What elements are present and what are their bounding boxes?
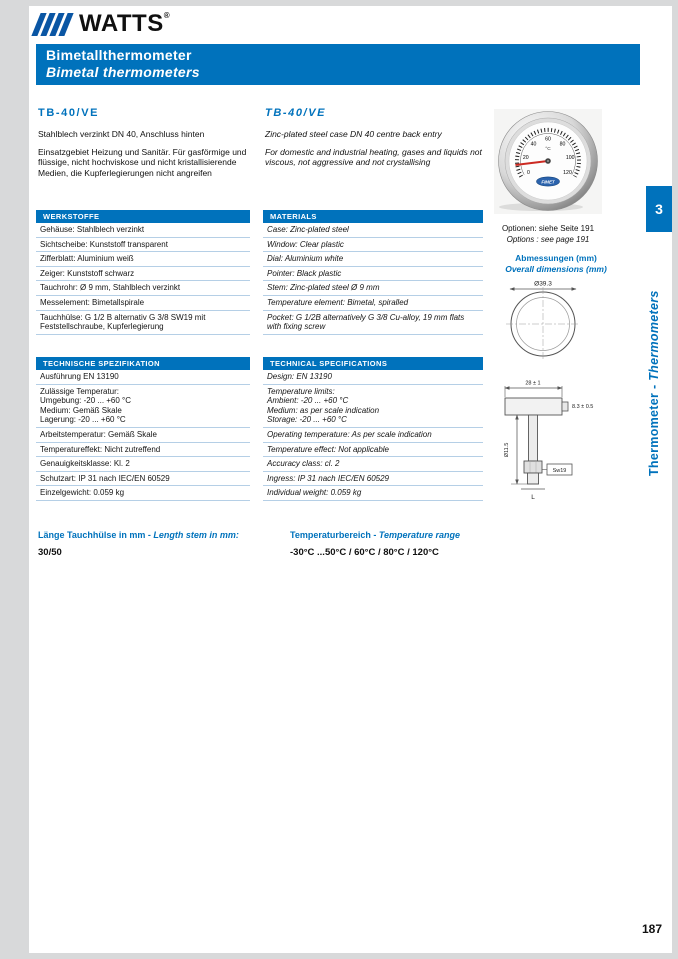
side-view-boss bbox=[562, 402, 568, 411]
dimension-drawing bbox=[497, 278, 637, 510]
table-row: Ausführung EN 13190 bbox=[36, 370, 250, 385]
table-row: Tauchhülse: G 1/2 B alternativ G 3/8 SW19 mit Feststellschraube, Kupferlegierung bbox=[36, 311, 250, 335]
brand-wordmark bbox=[79, 10, 170, 38]
dial-number: 100 bbox=[565, 154, 575, 161]
table-row: Messelement: Bimetallspirale bbox=[36, 296, 250, 311]
table-row: Schutzart: IP 31 nach IEC/EN 60529 bbox=[36, 472, 250, 487]
werkstoffe-table bbox=[36, 210, 250, 335]
dim-wrench-label: Sw19 bbox=[552, 468, 567, 474]
product-description-en: For domestic and industrial heating, gases and liquids not viscous, not aggressive and not crystallising bbox=[265, 146, 482, 167]
table-row: Zeiger: Kunststoff schwarz bbox=[36, 267, 250, 282]
brand-name: WATTS bbox=[79, 10, 164, 37]
table-row: Operating temperature: As per scale indication bbox=[263, 428, 483, 443]
table-row: Pointer: Black plastic bbox=[263, 267, 483, 282]
registered-mark: ® bbox=[163, 11, 171, 20]
product-code-de: TB-40/VE bbox=[38, 107, 100, 119]
options-note-en: Options : see page 191 bbox=[506, 235, 590, 244]
table-row: Pocket: G 1/2B alternatively G 3/8 Cu-alloy, 19 mm flats with fixing screw bbox=[263, 311, 483, 335]
materials-table bbox=[263, 210, 483, 335]
table-row: Arbeitstemperatur: Gemäß Skale bbox=[36, 428, 250, 443]
side-view-case bbox=[505, 398, 562, 415]
product-code-en: TB-40/VE bbox=[265, 107, 327, 119]
product-description-de: Einsatzgebiet Heizung und Sanitär. Für gasförmige und flüssige, nicht hochviskose und nicht kristallisierende Medien, die Kupferlegierungen nicht angreifen bbox=[38, 146, 247, 178]
table-row: Zifferblatt: Aluminium weiß bbox=[36, 252, 250, 267]
banner-title-de: Bimetallthermometer bbox=[46, 47, 192, 63]
table-row: Gehäuse: Stahlblech verzinkt bbox=[36, 223, 250, 238]
needle-hub-center bbox=[547, 160, 549, 162]
sidebar-title-de: Thermometer - bbox=[647, 380, 661, 476]
table-row: Stem: Zinc-plated steel Ø 9 mm bbox=[263, 281, 483, 296]
table-row: Zulässige Temperatur: Umgebung: -20 ... +60 °C Medium: Gemäß Skale Lagerung: -20 ... +60 °C bbox=[36, 385, 250, 428]
dim-stem-diameter-label: Ø11.5 bbox=[504, 442, 510, 458]
dim-diameter-label: Ø39.3 bbox=[534, 280, 552, 288]
chapter-tab: 3 bbox=[646, 186, 672, 232]
dial-number: 20 bbox=[522, 154, 529, 161]
dim-depth-label: 28 ± 1 bbox=[525, 380, 541, 387]
options-note bbox=[486, 223, 610, 245]
temperature-range-label-en: Temperature range bbox=[378, 530, 461, 540]
table-row: Temperature element: Bimetal, spiralled bbox=[263, 296, 483, 311]
product-subtitle-de: Stahlblech verzinkt DN 40, Anschluss hinten bbox=[38, 129, 205, 139]
materials-table-header: MATERIALS bbox=[263, 210, 483, 223]
table-row: Einzelgewicht: 0.059 kg bbox=[36, 486, 250, 501]
options-note-de: Optionen: siehe Seite 191 bbox=[501, 224, 595, 233]
intro-column-en bbox=[265, 107, 483, 168]
hex-nut bbox=[524, 461, 542, 473]
werkstoffe-table-header: WERKSTOFFE bbox=[36, 210, 250, 223]
product-subtitle-en: Zinc-plated steel case DN 40 centre back entry bbox=[265, 129, 442, 139]
spezifikation-table-header: TECHNISCHE SPEZIFIKATION bbox=[36, 357, 250, 370]
temperature-range-block bbox=[290, 530, 460, 558]
dimensions-title bbox=[486, 253, 626, 275]
dim-length-label: L bbox=[531, 494, 535, 501]
table-row: Case: Zinc-plated steel bbox=[263, 223, 483, 238]
section-banner bbox=[36, 44, 640, 85]
thermometer-photo bbox=[497, 110, 599, 212]
spezifikation-table bbox=[36, 357, 250, 501]
dial-unit: °C bbox=[545, 147, 551, 152]
table-row: Tauchrohr: Ø 9 mm, Stahlblech verzinkt bbox=[36, 281, 250, 296]
stem-length-label-en: Length stem in mm: bbox=[153, 530, 239, 540]
table-row: Design: EN 13190 bbox=[263, 370, 483, 385]
dial-number: 80 bbox=[559, 141, 566, 148]
page-number: 187 bbox=[641, 922, 662, 936]
table-row: Genauigkeitsklasse: Kl. 2 bbox=[36, 457, 250, 472]
stem-length-label bbox=[38, 530, 239, 540]
dim-offset-label: 8.3 ± 0.5 bbox=[572, 404, 594, 410]
stem-length-label-de: Länge Tauchhülse in mm - bbox=[38, 530, 154, 540]
sidebar-vertical-title bbox=[647, 248, 667, 518]
specifications-table-header: TECHNICAL SPECIFICATIONS bbox=[263, 357, 483, 370]
stem-length-value: 30/50 bbox=[38, 547, 62, 558]
watts-logo bbox=[36, 10, 170, 38]
stem-length-block bbox=[38, 530, 239, 558]
table-row: Ingress: IP 31 nach IEC/EN 60529 bbox=[263, 472, 483, 487]
sidebar-title-en: Thermometers bbox=[647, 290, 661, 381]
table-row: Sichtscheibe: Kunststoff transparent bbox=[36, 238, 250, 253]
table-row: Dial: Aluminium white bbox=[263, 252, 483, 267]
table-row: Temperature limits: Ambient: -20 ... +60 °C Medium: as per scale indication Storage: -20 ... +60 °C bbox=[263, 385, 483, 428]
table-row: Temperatureffekt: Nicht zutreffend bbox=[36, 443, 250, 458]
dimensions-title-en: Overall dimensions (mm) bbox=[505, 264, 607, 274]
dial-number: 60 bbox=[545, 136, 551, 143]
temperature-range-label-de: Temperaturbereich - bbox=[290, 530, 379, 540]
specifications-table bbox=[263, 357, 483, 501]
fimet-logo-text: FIMET bbox=[541, 179, 555, 185]
banner-title-en: Bimetal thermometers bbox=[46, 64, 200, 80]
temperature-range-label bbox=[290, 530, 460, 540]
temperature-range-value: -30°C ...50°C / 60°C / 80°C / 120°C bbox=[290, 547, 439, 558]
dimensions-title-de: Abmessungen (mm) bbox=[515, 253, 597, 263]
table-row: Window: Clear plastic bbox=[263, 238, 483, 253]
dial-number: 120 bbox=[563, 170, 572, 176]
table-row: Temperature effect: Not applicable bbox=[263, 443, 483, 458]
thread-tip bbox=[528, 473, 539, 484]
watts-stripes-icon bbox=[36, 13, 72, 36]
side-view-stem bbox=[529, 415, 538, 461]
dial-number: 0 bbox=[527, 170, 530, 176]
table-row: Accuracy class: cl. 2 bbox=[263, 457, 483, 472]
dial-number: 40 bbox=[530, 141, 537, 148]
intro-column-de bbox=[38, 107, 256, 178]
table-row: Individual weight: 0.059 kg bbox=[263, 486, 483, 501]
